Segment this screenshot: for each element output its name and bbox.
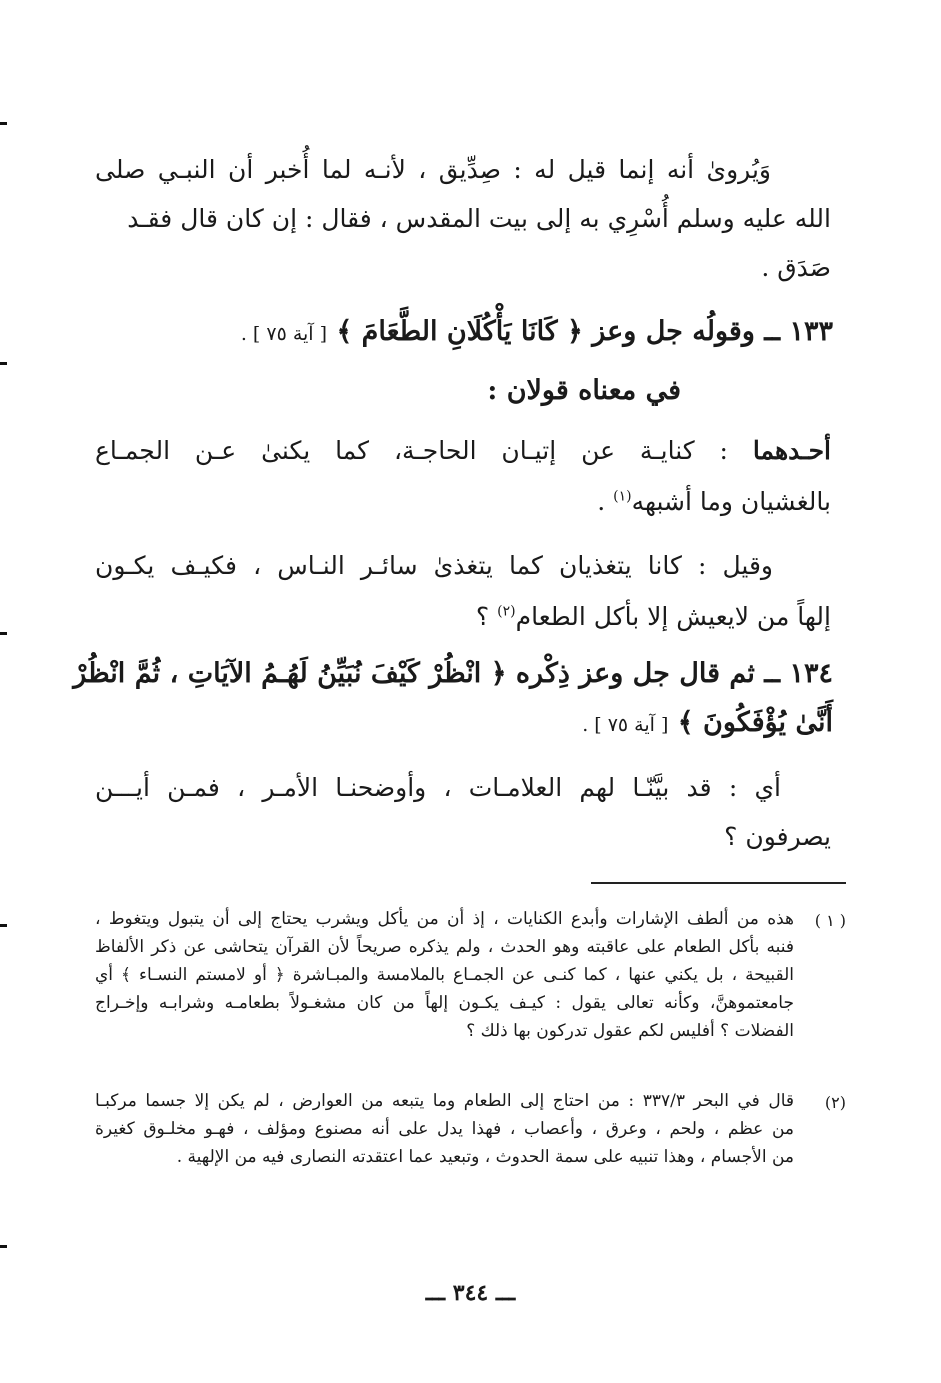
text-span: ؟ <box>475 602 498 631</box>
text-span: بالغشيان وما أشبهه <box>631 487 831 516</box>
scan-edge-mark <box>0 122 7 125</box>
scan-edge-mark <box>0 632 7 635</box>
heading-text: أَنَّىٰ يُؤْفَكُونَ ﴾ <box>677 707 833 738</box>
text-line <box>95 489 831 514</box>
footnote-number: (٢) <box>824 1093 846 1112</box>
ayah-reference: [ آية ٧٥ ] . <box>582 714 669 736</box>
text-line <box>95 604 831 629</box>
footnote-line: من عظم ، ولحم ، وعرق ، وأعصاب ، فهذا يدل على أنه مصنوع ومؤلف ، فهـو مخلـوق كغيرة <box>95 1119 794 1139</box>
paragraph-siddiq <box>95 157 831 280</box>
footnote-line: من الأجسام ، وهذا تنبيه على سمة الحدوث ، وتبعيد عما اعتقدته النصارى فيه من الإلهية . <box>176 1147 794 1167</box>
explanation <box>95 775 831 849</box>
text-line: الله عليه وسلم أُسْرِي به إلى بيت المقدس ، فقال : إن كان قال فقـد <box>127 204 831 233</box>
footnote-marker: (٢) <box>497 603 516 620</box>
text-span: . <box>597 487 614 516</box>
opinion-label: أحـدهما <box>752 436 831 465</box>
text-span: إلهاً من لايعيش إلا بأكل الطعام <box>515 602 831 631</box>
footnote-separator <box>591 882 846 884</box>
entry-heading-134 <box>73 658 833 738</box>
scan-edge-mark <box>0 1245 7 1248</box>
scan-edge-mark <box>0 924 7 927</box>
text-line: يصرفون ؟ <box>724 822 831 851</box>
footnote-line: هذه من ألطف الإشارات وأبدع الكنايات ، إذ أن من يأكل ويشرب يحتاج إلى أن يتبول ويتغوط ، <box>95 909 794 929</box>
footnote-line: القبيحة ، بل يكني عنها ، كما كنـى عن الجمـاع بالملامسة والمبـاشرة ﴿ أو لامستم النسـاء ﴾ أي <box>95 965 794 985</box>
text-line: وقيل : كانا يتغذيان كما يتغذىٰ سائـر النـاس ، فكيـف يكـون <box>95 551 773 580</box>
footnote-body <box>95 1093 794 1166</box>
entry-heading-133 <box>95 318 833 345</box>
footnote-2 <box>95 1093 846 1166</box>
text-line: صَدَق . <box>761 253 831 282</box>
footnote-body <box>95 911 794 1040</box>
footnote-line: الفضلات ؟ أفليس لكم عقول تدركون بها ذلك ؟ <box>466 1021 794 1041</box>
page-number: ـــ ٣٤٤ ـــ <box>425 1280 516 1306</box>
footnote-marker: (١) <box>613 488 632 505</box>
footnote-line: قال في البحر ٣٣٧/٣ : من احتاج إلى الطعام وما يتبعه من العوارض ، لم يكن إلا جسما مركبـا <box>95 1091 794 1111</box>
subheading-text: في معناه قولان : <box>487 375 681 406</box>
footnote-number: ( ١ ) <box>814 911 846 930</box>
text-span: : كنايـة عن إتيـان الحاجـة، كما يكنىٰ عـن الجمـاع <box>95 436 728 465</box>
footnote-line: جامعتموهنَّ، وكأنه تعالى يقول : كيـف يكـون إلهاً من كان مشغـولاً بطعامـه وشرابـه وإخـراج <box>95 993 794 1013</box>
text-line: وَيُروىٰ أنه إنما قيل له : صِدِّيق ، لأنـه لما أُخبر أن النبـي صلى <box>95 155 771 184</box>
footnote-1 <box>95 911 846 1040</box>
scan-edge-mark <box>0 362 7 365</box>
heading-line <box>95 709 833 736</box>
text-line: أي : قد بيَّنّـا لهم العلامـات ، وأوضحنـا الأمـر ، فمـن أيـــن <box>95 773 781 802</box>
ayah-reference: [ آية ٧٥ ] . <box>240 323 328 345</box>
footnote-line: فنبه بأكل الطعام على عاقبته وهو الحدث ، ولم يذكره صريحاً لأن القرآن يتحاشى عن ذكر الألفاظ <box>95 937 794 957</box>
text-line <box>95 438 831 463</box>
subheading <box>95 377 681 404</box>
heading-line <box>95 318 833 345</box>
heading-line: ١٣٤ ــ ثم قال جل وعز ذِكْره ﴿ انْظُرْ كَيْفَ نُبَيِّنُ لَهُـمُ الآيَاتِ ، ثُمَّ انْظُرْ <box>73 658 833 689</box>
heading-text: ١٣٣ ــ وقولُه جل وعز ﴿ كَانَا يَأْكُلَانِ الطَّعَامَ ﴾ <box>336 316 833 347</box>
second-opinion <box>95 553 831 629</box>
first-opinion <box>95 438 831 514</box>
